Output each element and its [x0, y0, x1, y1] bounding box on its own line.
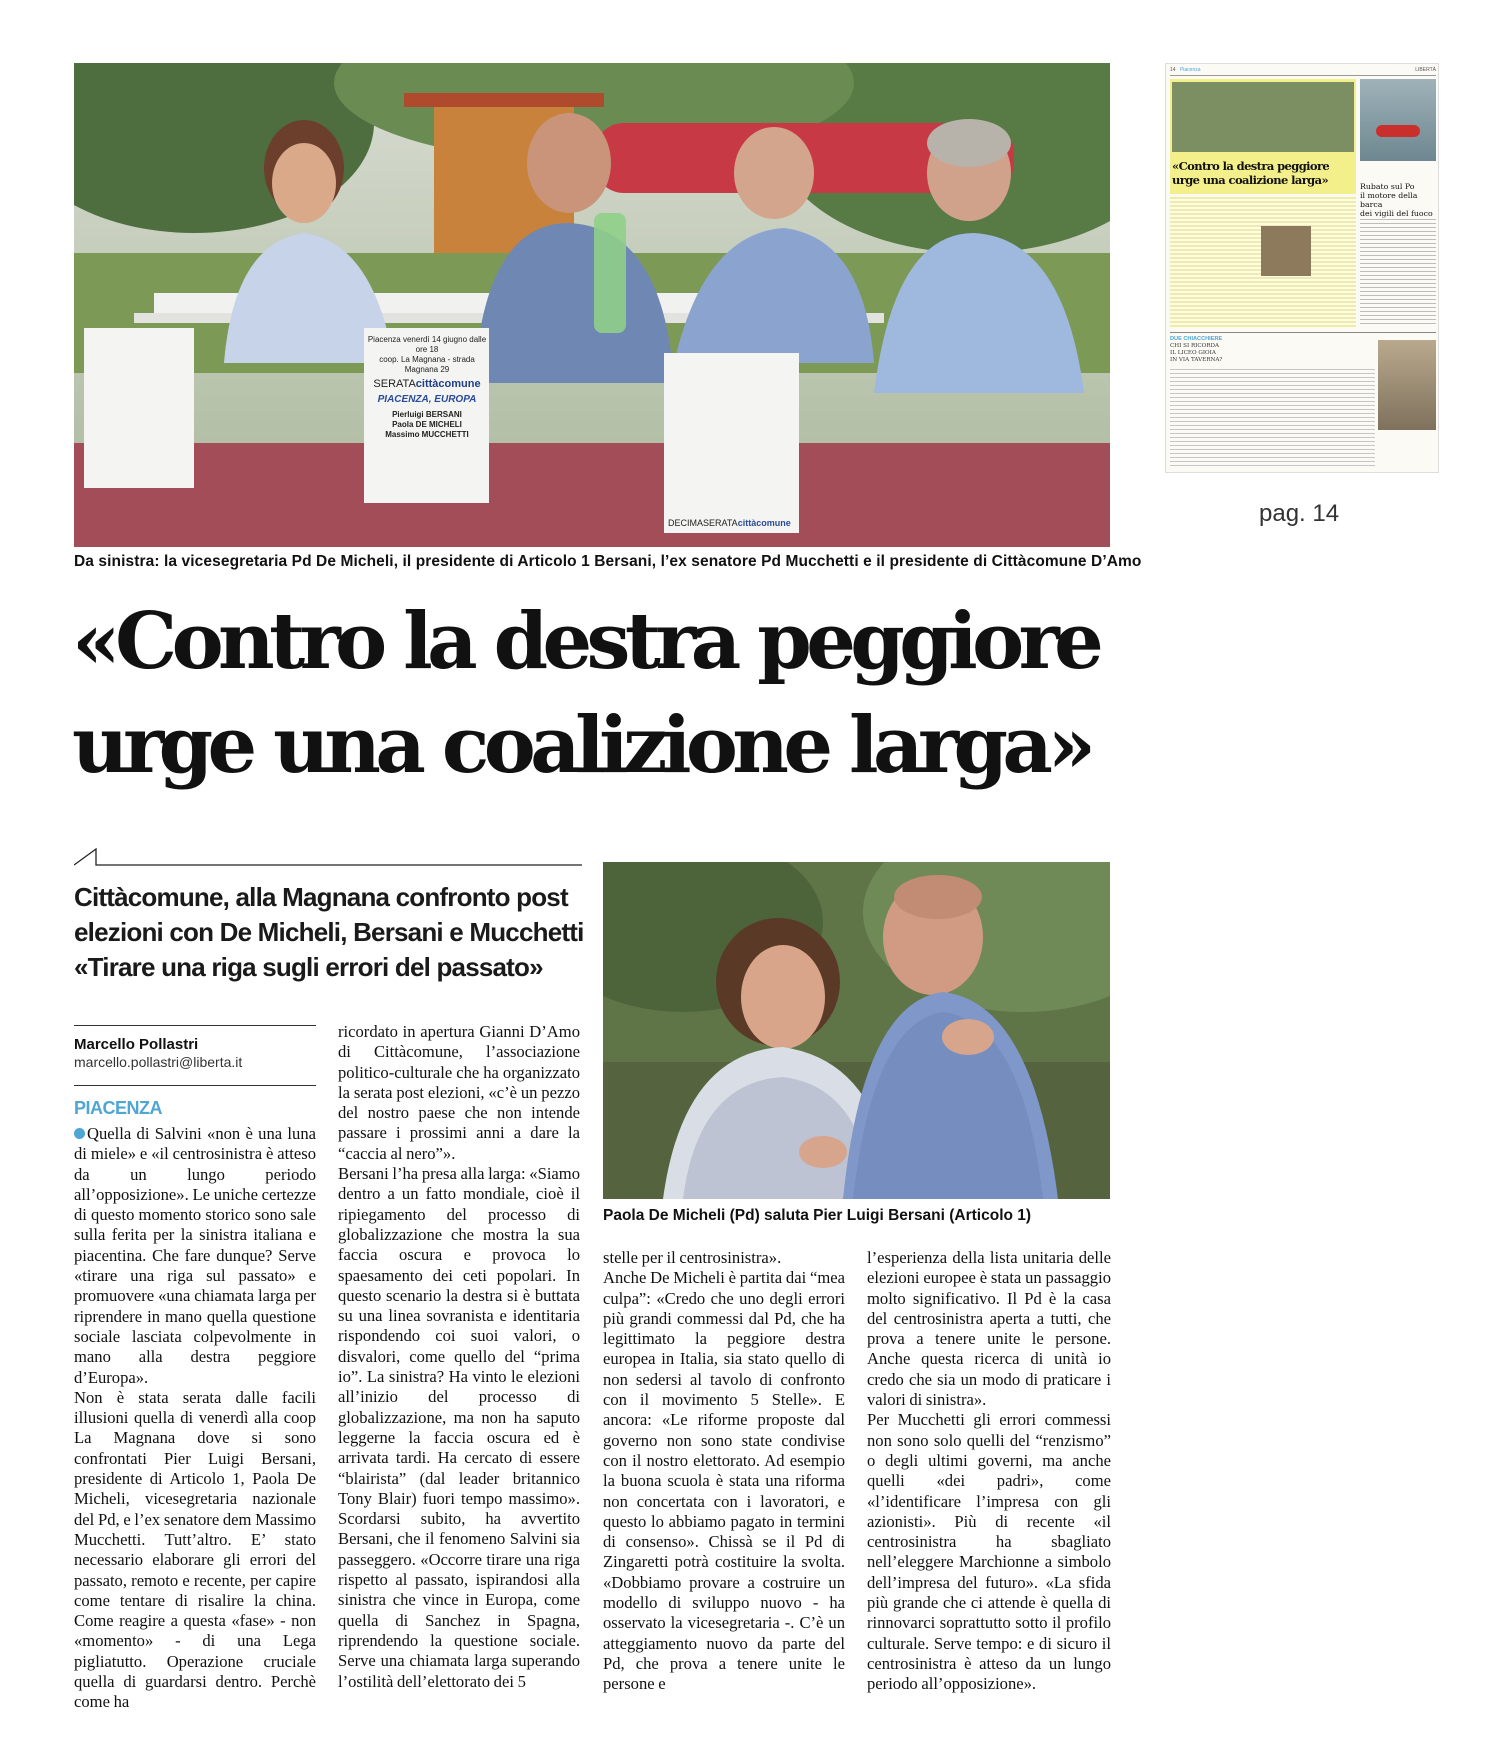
poster-line: PIACENZA, EUROPA [377, 394, 477, 405]
thumb-lead-photo [1172, 82, 1354, 152]
author-name: Marcello Pollastri [74, 1036, 199, 1053]
headline-line-1: «Contro la destra peggiore [72, 596, 1099, 687]
poster-center [366, 335, 488, 440]
page-reference: pag. 14 [1259, 500, 1340, 527]
poster-footer-text: DECIMASERATA [668, 518, 738, 528]
thumb-bottom-line: IN VIA TAVERNA? [1170, 357, 1223, 363]
poster-footer-brand: cittàcomune [737, 518, 791, 528]
thumb-headline-line: «Contro la destra peggiore [1172, 159, 1330, 173]
thumb-side-line: dei vigili del fuoco [1360, 209, 1433, 218]
poster-line: cittàcomune [415, 378, 481, 390]
thumb-page-number: 14 [1170, 67, 1176, 73]
section-rule [74, 845, 582, 867]
article-column-3 [603, 1248, 845, 1695]
poster-line: Piacenza venerdì 14 giugno dalle ore 18 [367, 335, 487, 354]
article-column-2 [338, 1022, 580, 1692]
byline [74, 1025, 316, 1086]
paragraph: Non è stata serata dalle facili illusioni quella di venerdì alla coop La Magnana dove si sono confrontati Pier Luigi Bersani, presidente di Articolo 1, Paola De Micheli, vicesegretaria nazionale del Pd, e l’ex senatore dem Massimo Mucchetti. Tutt’altro. E’ stato necessario elaborare gli errori del passato, remoto e recente, per capire come tentare di risalire la china. Come reagire a questa «fase» - non «momento» - di una Lega pigliatutto. Operazione cruciale quella di guardarsi dentro. Perchè come ha [74, 1387, 316, 1712]
author-email[interactable]: marcello.pollastri@liberta.it [74, 1054, 243, 1070]
thumb-header [1170, 67, 1436, 76]
subheadline-line-3: «Tirare una riga sugli errori del passato» [74, 952, 543, 982]
thumb-side-line: il motore della barca [1360, 191, 1418, 209]
top-photo-illustration [74, 63, 1110, 547]
thumb-side-line: Rubato sul Po [1360, 182, 1415, 191]
poster-line: Massimo MUCCHETTI [385, 430, 469, 439]
thumb-divider [1170, 332, 1436, 333]
thumb-headline [1172, 159, 1354, 187]
poster-footer [668, 518, 791, 528]
photo-embrace-caption: Paola De Micheli (Pd) saluta Pier Luigi Bersani (Articolo 1) [603, 1207, 1032, 1224]
thumb-side-headline [1360, 182, 1436, 218]
thumb-headline-line: urge una coalizione larga» [1172, 173, 1329, 187]
paragraph: ricordato in apertura Gianni D’Amo di Cittàcomune, l’associazione politico-culturale che ha organizzato la serata post elezioni, «c’è un pezzo del nostro paese che non intende passare i prossimi anni a dare la “caccia al nero”». [338, 1022, 580, 1163]
photo-embrace-illustration [603, 862, 1110, 1199]
paragraph: stelle per il centrosinistra». [603, 1248, 782, 1267]
thumb-bottom-line: IL LICEO GIOIA [1170, 350, 1216, 356]
article-column-4 [867, 1248, 1111, 1695]
thumb-bottom-photo [1378, 340, 1436, 430]
paragraph: Anche De Micheli è partita dai “mea culpa”: «Credo che uno degli errori più grandi commessi dal Pd, che ha legittimato la peggiore destra europea in Italia, sia stato quello di non sedersi al tavolo di confronto con il movimento 5 Stelle». E ancora: «Le riforme proposte dal governo non sono state condivise con il nostro elettorato. Ad esempio la buona scuola è stata una riforma non concertata con i lavoratori, e questo lo abbiamo pagato in termini di consenso». Chissà se il Pd di Zingaretti potrà costituire la svolta. «Dobbiamo provare a costruire un modello di sviluppo nuovo - ha osservato la vicesegretaria -. C’è un atteggiamento nuovo da parte del Pd, che prova a tenere unite le persone e [603, 1268, 845, 1694]
thumb-bottom-kicker: DUE CHIACCHIERE [1170, 336, 1223, 342]
dateline: PIACENZA [74, 1098, 163, 1118]
paragraph: Per Mucchetti gli errori commessi non sono solo quelli del “renzismo” o degli ultimi governi, ma anche quelli «dei padri», come «l’identificare l’impresa con gli azionisti». Più di recente «il centrosinistra ha sbagliato nell’eleggere Marchionne a simbolo dell’impresa del futuro». «La sfida più grande che ci attende è quella di rinnovarci soprattutto sotto il profilo culturale. Serve tempo: e di sicuro il centrosinistra è atteso da un lungo periodo all’opposizione». [867, 1410, 1111, 1694]
headline-line-2: urge una coalizione larga» [72, 700, 1091, 791]
poster-line: Pierluigi BERSANI [392, 410, 462, 419]
photo-embrace [603, 862, 1110, 1199]
poster-line: coop. La Magnana - strada Magnana 29 [379, 355, 475, 374]
subheadline-line-2: elezioni con De Micheli, Bersani e Mucchetti [74, 917, 584, 947]
thumb-boat-photo [1360, 79, 1436, 161]
byline-divider [74, 1070, 316, 1086]
bullet-icon [74, 1128, 85, 1139]
paragraph: l’esperienza della lista unitaria delle elezioni europee è stata un passaggio molto significativo. Il Pd è la casa del centrosinistra aperta a tutti, che prova a tenere unite le persone. Anche questa ricerca di unità io credo che sia un modo di praticare i valori di sinistra». [867, 1248, 1111, 1410]
subheadline-line-1: Cittàcomune, alla Magnana confronto post [74, 882, 568, 912]
subheadline [74, 880, 594, 985]
page-thumbnail[interactable] [1165, 63, 1439, 473]
thumb-small-photo [1261, 226, 1311, 276]
thumb-masthead: LIBERTÀ [1415, 67, 1436, 73]
paragraph: Bersani l’ha presa alla larga: «Siamo dentro a un fatto mondiale, cioè il ripiegamento del processo di globalizzazione che mostra la sua faccia oscura e provoca lo spaesamento dei ceti popolari. In questo scenario la destra si è buttata su una linea sovranista e identitaria rispondendo coi suoi valori, o disvalori, come quello del “prima io”. La sinistra? Ha vinto le elezioni all’inizio del processo di globalizzazione, ma non ha saputo leggerne la faccia oscura ed è arrivata tardi. Ha cercato di essere “blairista” (dal leader britannico Tony Blair) fuori tempo massimo». Scordarsi subito, ha avvertito Bersani, che il fenomeno Salvini sia passeggero. «Occorre tirare una riga rispetto al passato, ispirandosi alla sinistra che vince in Europa, come quella di Sanchez in Spagna, riprendendo la questione sociale. Serve una chiamata larga superando l’ostilità dell’elettorato dei 5 [338, 1164, 580, 1691]
thumb-section: Piacenza [1179, 67, 1201, 73]
thumb-bottom-text [1170, 369, 1375, 469]
top-photo-caption: Da sinistra: la vicesegretaria Pd De Micheli, il presidente di Articolo 1 Bersani, l’ex senatore Pd Mucchetti e il presidente di Cittàcomune D’Amo [74, 553, 1142, 570]
poster-line: Paola DE MICHELI [392, 420, 462, 429]
paragraph: Quella di Salvini «non è una luna di miele» e «il centrosinistra è atteso da un lungo periodo all’opposizione». Le uniche certezze di questo momento storico sono sale sulla ferita per la sinistra italiana e piacentina. Che fare dunque? Serve «tirare una riga sul passato» e promuovere «una chiamata larga per riprendere in mano quella questione sociale lasciata colpevolmente in mano alla destra peggiore d’Europa». [74, 1124, 316, 1387]
thumb-bottom-headline [1170, 336, 1242, 364]
poster-line: SERATA [373, 378, 416, 390]
thumb-bottom-line: CHI SI RICORDA [1170, 343, 1219, 349]
article-column-1 [74, 1124, 316, 1713]
thumb-side-text [1360, 219, 1436, 327]
top-photo [74, 63, 1110, 547]
headline [72, 590, 1117, 798]
